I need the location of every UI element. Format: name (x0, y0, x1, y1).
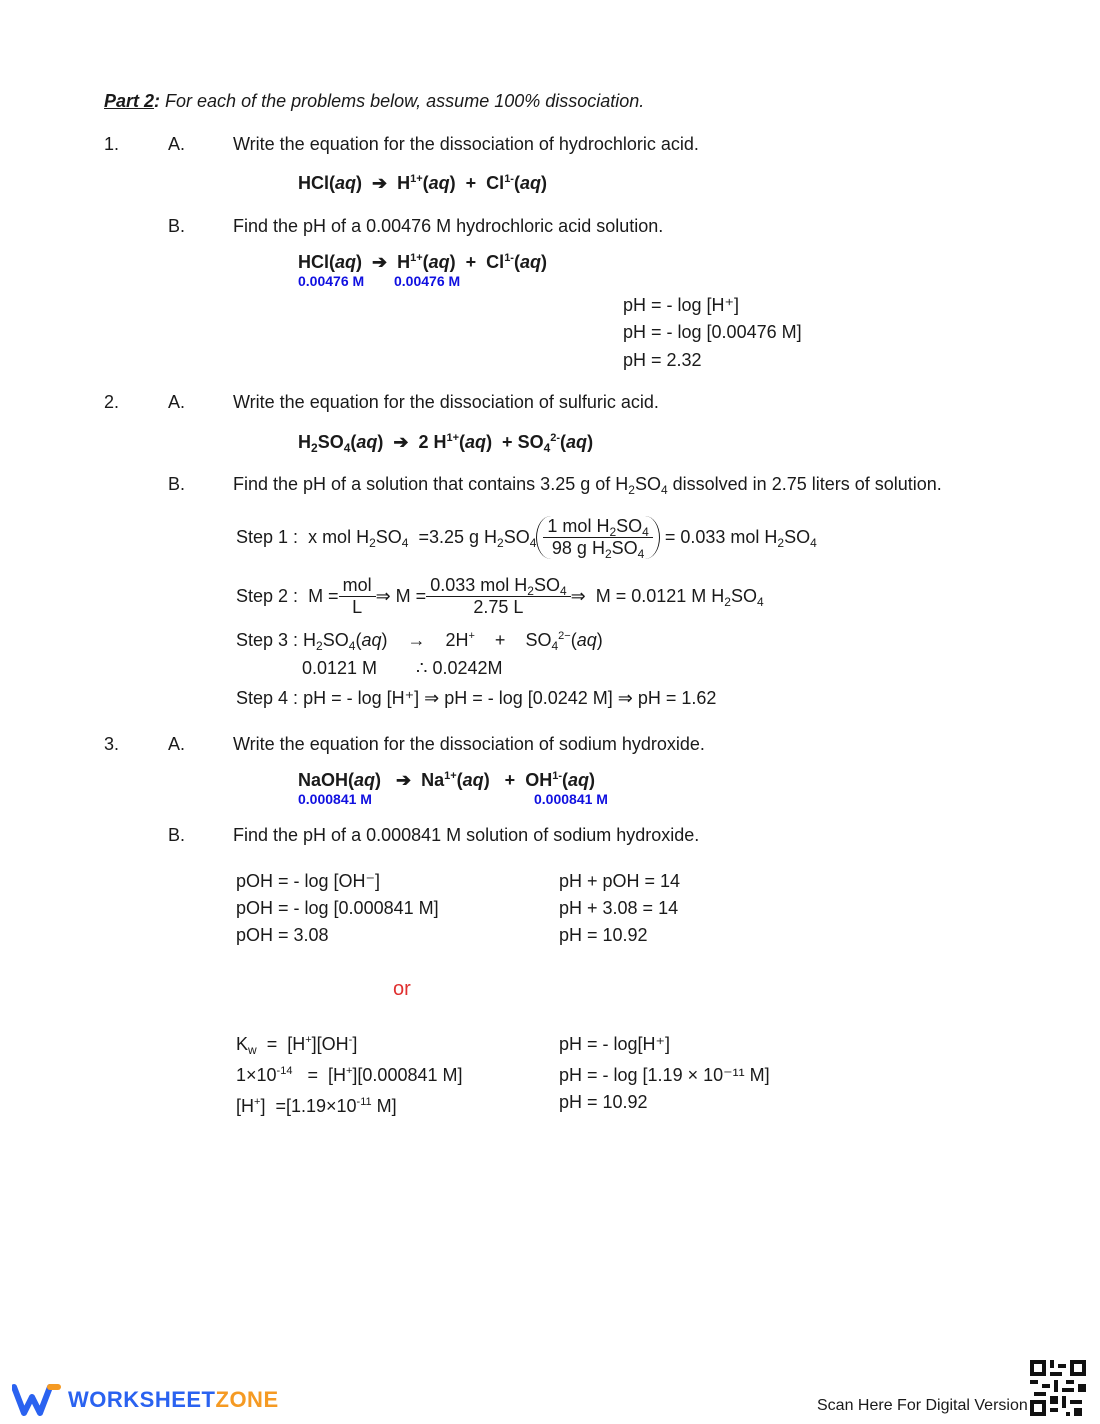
q2b-letter: B. (168, 474, 186, 494)
or-separator: or (393, 978, 411, 1000)
q3b-kw-line: $[H^+] =[1.19\times 10^{-11}$ M] (236, 1096, 397, 1116)
step3-label: Step 3 : (236, 630, 299, 650)
qr-code[interactable] (1030, 1360, 1086, 1416)
q2a-letter: A. (168, 392, 186, 412)
q3b-kw-line: $K_w = [H^+][OH^-]$ (236, 1034, 358, 1057)
q1a-letter: A. (168, 134, 186, 154)
q2b-text-post: dissolved in 2.75 liters of solution. (667, 474, 942, 494)
q1a-text: Write the equation for the dissociation of hydrochloric acid. (233, 134, 699, 154)
brand-worksheet: WORKSHEET (68, 1387, 216, 1412)
q1b-work-line: pH = - log [0.00476 M] (623, 322, 802, 342)
q3a-letter: A. (168, 734, 186, 754)
q3b-kw-line: $1\times 10^{-14} = [H^+][0.000841$ M] (236, 1065, 463, 1085)
q2a-equation: $H_2SO_4(aq)$ ➔ 2 $H^{1+}(aq) + SO_4^{2-}(aq)$ (298, 432, 594, 455)
step3-conc-h: ∴ 0.0242M (416, 658, 503, 678)
part-label: Part 2 (104, 91, 155, 111)
q1b-equation: HCl(aq) ➔ $H^{1+}(aq) + Cl^{1-}(aq)$ (298, 252, 547, 272)
part-heading (104, 92, 644, 110)
q3b-right2-line: pH = 10.92 (559, 1092, 648, 1112)
q3b-right-line: pH = 10.92 (559, 925, 648, 945)
q1b-conc-h: 0.00476 M (394, 273, 461, 289)
q2b-text: Find the pH of a solution that contains 3.25 g of $H_2SO_4$ dissolved in 2.75 liters of solution. (233, 474, 942, 497)
q1-number: 1. (104, 134, 120, 154)
q3b-letter: B. (168, 825, 186, 845)
q3a-conc-naoh: 0.000841 M (298, 791, 372, 807)
w-logo-icon (12, 1383, 62, 1417)
q3b-left-line: pOH = - log [OH⁻] (236, 871, 381, 891)
q1b-text: Find the pH of a 0.00476 M hydrochloric acid solution. (233, 216, 664, 236)
step1-label: Step 1 : (236, 527, 299, 547)
step3: Step 3 : $H_2SO_4(aq)$ → 2H+ + $SO_4^{2-}(aq)$ (236, 630, 603, 653)
q1b-work-line: pH = - log [H⁺] (623, 295, 740, 315)
q2a-text: Write the equation for the dissociation of sulfuric acid. (233, 392, 659, 412)
worksheetzone-logo[interactable] (12, 1382, 279, 1418)
part-colon: : (154, 91, 161, 111)
part-instruction: For each of the problems below, assume 100% dissociation. (160, 91, 645, 111)
q3b-right2-line: pH = - log[H⁺] (559, 1034, 671, 1054)
q3b-text: Find the pH of a 0.000841 M solution of sodium hydroxide. (233, 825, 700, 845)
q3b-left-line: pOH = 3.08 (236, 925, 329, 945)
step4-label: Step 4 : (236, 688, 299, 708)
q3b-right-line: pH + 3.08 = 14 (559, 898, 679, 918)
q3-number: 3. (104, 734, 120, 754)
q1b-letter: B. (168, 216, 186, 236)
scan-text: Scan Here For Digital Version (817, 1397, 1028, 1414)
q1b-conc-hcl: 0.00476 M (298, 273, 365, 289)
step2: Step 2 : M = $\frac{\text{mol}}{L}$ ⇒ M = $\frac{0.033 mol H_2SO_4}{2.75 L}$ ⇒ M = 0.0121 M $H_2SO_4$ (236, 575, 764, 617)
step4 (236, 689, 716, 707)
brand-zone: ZONE (215, 1387, 279, 1412)
step4-work: pH = - log [H⁺] ⇒ pH = - log [0.0242 M] ⇒ pH = 1.62 (303, 688, 717, 708)
q3a-equation: NaOH(aq) ➔ $Na^{1+}(aq) + OH^{1-}(aq)$ (298, 770, 595, 790)
q2-number: 2. (104, 392, 120, 412)
q1b-work-line: pH = 2.32 (623, 350, 702, 370)
step1: Step 1 : x mol $H_2SO_4 =3.25$ g $H_2SO_4$ $\frac{1 mol H_2SO_4}{98 g H_2SO_4}$ = 0.033 mol $H_2SO_4$ (236, 516, 817, 561)
q3a-text: Write the equation for the dissociation of sodium hydroxide. (233, 734, 705, 754)
step3-conc-acid: 0.0121 M (302, 658, 378, 678)
q3a-conc-oh: 0.000841 M (534, 791, 608, 807)
q3b-right2-line: pH = - log [1.19 × 10⁻¹¹ M] (559, 1065, 770, 1085)
q1a-equation: HCl(aq) ➔ $H^{1+}(aq) + Cl^{1-}(aq)$ (298, 173, 547, 193)
step2-label: Step 2 : (236, 586, 299, 606)
q3b-right-line: pH + pOH = 14 (559, 871, 681, 891)
q3b-left-line: pOH = - log [0.000841 M] (236, 898, 439, 918)
q2b-text-pre: Find the pH of a solution that contains 3.25 g of H (233, 474, 629, 494)
